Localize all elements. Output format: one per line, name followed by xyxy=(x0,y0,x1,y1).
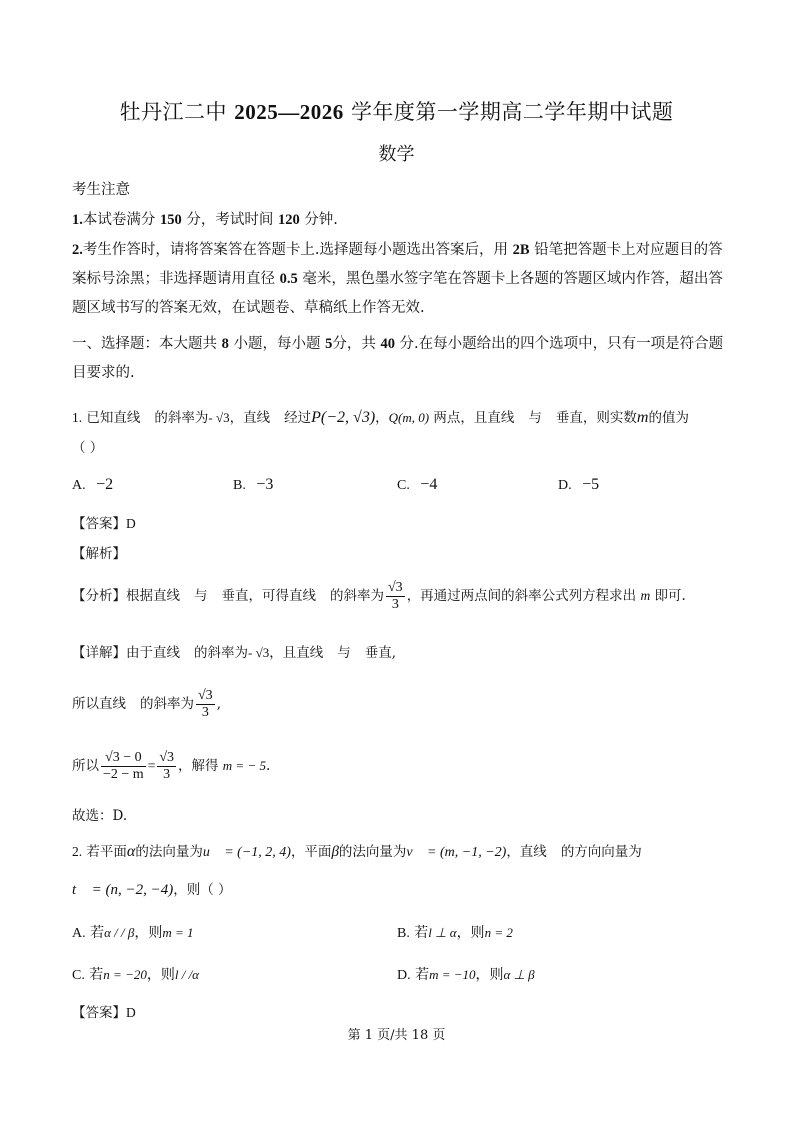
notice-heading: 考生注意 xyxy=(72,182,130,198)
title-years: 2025—2026 xyxy=(234,100,344,124)
q1-option-d[interactable]: D. −5 xyxy=(558,476,600,493)
question-2-stem-2: t⃗ = (n, −2, −4)，则（ ） xyxy=(72,882,232,898)
q2-answer: 【答案】D xyxy=(72,1005,136,1021)
q2-option-b[interactable]: B. 若l ⊥ α，则n = 2 xyxy=(397,925,513,941)
q1-option-b[interactable]: B. −3 xyxy=(233,476,274,493)
q1-fenxi: 【分析】根据直线 与 垂直，可得直线 的斜率为 $\frac{√3}{3}$ ，再通过两点间的斜率公式列方程求出 m 即可. xyxy=(72,580,686,612)
q1-analysis-tag: 【解析】 xyxy=(72,546,126,562)
q1-option-a[interactable]: A. −2 xyxy=(72,476,114,493)
q1-answer: 【答案】D xyxy=(72,516,136,532)
slope-equation-lhs: $\frac{√3 - 0}{-2 - m}$ xyxy=(103,750,144,782)
q1-step-2: 所以 $\frac{√3 - 0}{-2 - m}$ = $\frac{√3}{3}$ ，解得 m = − 5. xyxy=(72,750,271,782)
notice-item-2: 2.考生作答时，请将答案答在答题卡上.选择题每小题选出答案后，用 2B 铅笔把答题卡上对应题目的答案标号涂黑；非选择题请用直径 0.5 毫米，黑色墨水签字笔在答题卡上各题的答题区域内作答，超出答题区域书写的答案无效，在试题卷、草稿纸上作答无效. xyxy=(72,242,723,316)
point-q: Q(m, 0) xyxy=(388,410,430,425)
section-1-heading: 一、选择题：本大题共 8 小题，每小题 5分，共 40 分.在每小题给出的四个选项中，只有一项是符合题目要求的. xyxy=(72,336,724,381)
exam-subject: 数学 xyxy=(378,144,415,165)
q2-option-d[interactable]: D. 若m = −10，则α ⊥ β xyxy=(397,967,535,983)
question-2-stem: 2. 若平面α的法向量为u⃗ = (−1, 2, 4)，平面β的法向量为v⃗ = (m, −1, −2)，直线 的方向向量为 xyxy=(72,843,642,860)
fraction-sqrt3-over-3: $\frac{√3}{3}$ xyxy=(388,580,403,612)
question-1-stem: 1. 已知直线 的斜率为- √3，直线 经过P(−2, √3)，Q(m, 0) 两点，且直线 与 垂直，则实数m的值为 xyxy=(72,409,689,426)
page-footer: 第 1 页/共 18 页 xyxy=(347,1028,446,1043)
q1-choose: 故选：D. xyxy=(72,808,128,824)
title-suffix: 学年度第一学期高二学年期中试题 xyxy=(350,100,674,124)
notice-item-1: 1.本试卷满分 150 分，考试时间 120 分钟. xyxy=(72,212,338,228)
point-p: P(−2, √3) xyxy=(311,409,376,426)
q1-xiangjie: 【详解】由于直线 的斜率为- √3，且直线 与 垂直, xyxy=(72,645,397,661)
q1-step-1: 所以直线 的斜率为 $\frac{√3}{3}$ , xyxy=(72,688,221,720)
exam-title xyxy=(0,96,793,126)
question-1-paren: （ ） xyxy=(72,440,104,456)
q2-option-a[interactable]: A. 若α / / β，则m = 1 xyxy=(72,925,194,941)
q1-option-c[interactable]: C. −4 xyxy=(397,476,438,493)
q2-option-c[interactable]: C. 若n = −20，则l / /α xyxy=(72,967,200,983)
title-prefix: 牡丹江二中 xyxy=(119,100,228,124)
